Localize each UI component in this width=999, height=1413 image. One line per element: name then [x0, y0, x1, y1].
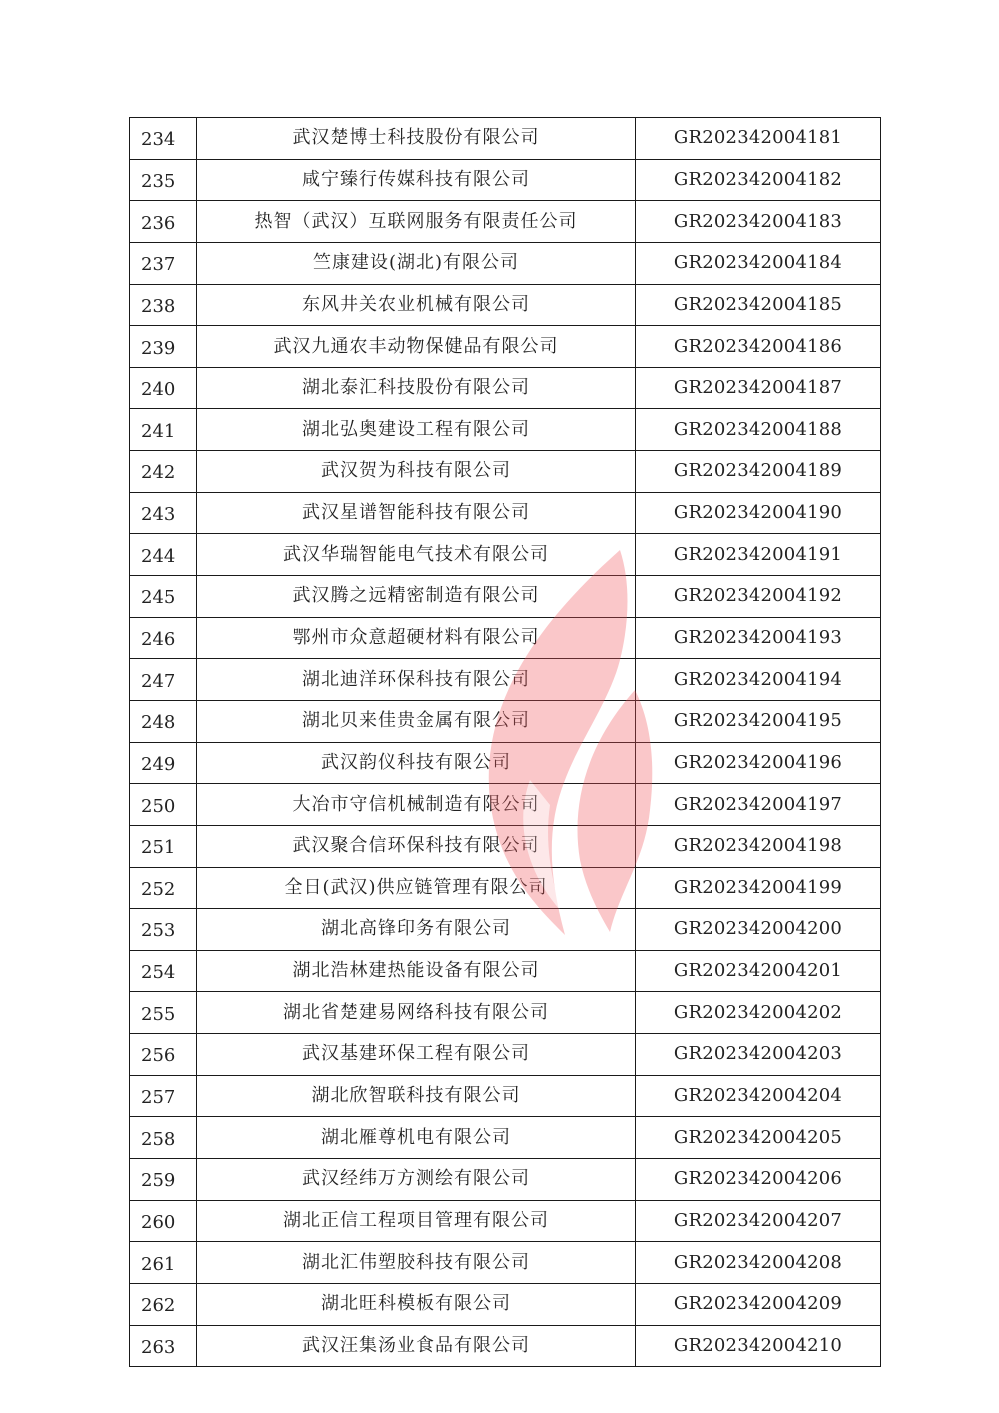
table-row: [130, 492, 881, 534]
row-number: 256: [130, 1034, 197, 1076]
row-number: 241: [130, 409, 197, 451]
company-name-cell: 武汉楚博士科技股份有限公司: [197, 118, 636, 160]
certificate-code-cell: GR202342004203: [636, 1034, 881, 1076]
company-name-cell: 全日(武汉)供应链管理有限公司: [197, 867, 636, 909]
certificate-code-cell: GR202342004185: [636, 284, 881, 326]
table-row: [130, 1034, 881, 1076]
table-row: [130, 1075, 881, 1117]
company-name-cell: 湖北高锋印务有限公司: [197, 909, 636, 951]
table-row: [130, 700, 881, 742]
company-name-cell: 鄂州市众意超硬材料有限公司: [197, 617, 636, 659]
certificate-code-cell: GR202342004183: [636, 201, 881, 243]
certificate-code-cell: GR202342004189: [636, 451, 881, 493]
row-number: 255: [130, 992, 197, 1034]
certificate-code-cell: GR202342004190: [636, 492, 881, 534]
table-row: [130, 1242, 881, 1284]
row-number: 238: [130, 284, 197, 326]
table-row: [130, 326, 881, 368]
company-name-cell: 咸宁臻行传媒科技有限公司: [197, 159, 636, 201]
table-row: [130, 1325, 881, 1367]
row-number: 253: [130, 909, 197, 951]
certificate-code-cell: GR202342004210: [636, 1325, 881, 1367]
company-table: [129, 117, 881, 1367]
company-name-cell: 湖北欣智联科技有限公司: [197, 1075, 636, 1117]
table-row: [130, 534, 881, 576]
row-number: 252: [130, 867, 197, 909]
company-name-cell: 武汉贺为科技有限公司: [197, 451, 636, 493]
certificate-code-cell: GR202342004202: [636, 992, 881, 1034]
row-number: 243: [130, 492, 197, 534]
company-name-cell: 湖北贝来佳贵金属有限公司: [197, 700, 636, 742]
table-body: [130, 118, 881, 1367]
table-row: [130, 659, 881, 701]
table-row: [130, 367, 881, 409]
certificate-code-cell: GR202342004195: [636, 700, 881, 742]
row-number: 248: [130, 700, 197, 742]
company-name-cell: 武汉汪集汤业食品有限公司: [197, 1325, 636, 1367]
table-row: [130, 617, 881, 659]
row-number: 246: [130, 617, 197, 659]
table-row: [130, 409, 881, 451]
row-number: 250: [130, 784, 197, 826]
company-name-cell: 湖北浩林建热能设备有限公司: [197, 950, 636, 992]
company-name-cell: 湖北汇伟塑胶科技有限公司: [197, 1242, 636, 1284]
row-number: 251: [130, 825, 197, 867]
row-number: 235: [130, 159, 197, 201]
certificate-code-cell: GR202342004192: [636, 576, 881, 618]
row-number: 247: [130, 659, 197, 701]
certificate-code-cell: GR202342004206: [636, 1159, 881, 1201]
certificate-code-cell: GR202342004207: [636, 1200, 881, 1242]
table-row: [130, 825, 881, 867]
company-name-cell: 湖北雁尊机电有限公司: [197, 1117, 636, 1159]
certificate-code-cell: GR202342004187: [636, 367, 881, 409]
row-number: 236: [130, 201, 197, 243]
table-row: [130, 242, 881, 284]
company-name-cell: 大冶市守信机械制造有限公司: [197, 784, 636, 826]
table-row: [130, 451, 881, 493]
table-row: [130, 201, 881, 243]
company-name-cell: 湖北正信工程项目管理有限公司: [197, 1200, 636, 1242]
table-row: [130, 1159, 881, 1201]
table-row: [130, 1200, 881, 1242]
table-row: [130, 118, 881, 160]
row-number: 237: [130, 242, 197, 284]
certificate-code-cell: GR202342004208: [636, 1242, 881, 1284]
row-number: 258: [130, 1117, 197, 1159]
row-number: 261: [130, 1242, 197, 1284]
certificate-code-cell: GR202342004201: [636, 950, 881, 992]
company-name-cell: 武汉星谱智能科技有限公司: [197, 492, 636, 534]
company-name-cell: 武汉韵仪科技有限公司: [197, 742, 636, 784]
certificate-code-cell: GR202342004197: [636, 784, 881, 826]
table-row: [130, 784, 881, 826]
row-number: 259: [130, 1159, 197, 1201]
company-name-cell: 湖北泰汇科技股份有限公司: [197, 367, 636, 409]
table-row: [130, 867, 881, 909]
row-number: 257: [130, 1075, 197, 1117]
certificate-code-cell: GR202342004194: [636, 659, 881, 701]
certificate-code-cell: GR202342004188: [636, 409, 881, 451]
certificate-code-cell: GR202342004193: [636, 617, 881, 659]
company-name-cell: 武汉九通农丰动物保健品有限公司: [197, 326, 636, 368]
row-number: 234: [130, 118, 197, 160]
company-name-cell: 武汉经纬万方测绘有限公司: [197, 1159, 636, 1201]
certificate-code-cell: GR202342004182: [636, 159, 881, 201]
certificate-code-cell: GR202342004205: [636, 1117, 881, 1159]
certificate-code-cell: GR202342004204: [636, 1075, 881, 1117]
certificate-code-cell: GR202342004199: [636, 867, 881, 909]
company-name-cell: 武汉聚合信环保科技有限公司: [197, 825, 636, 867]
company-name-cell: 武汉基建环保工程有限公司: [197, 1034, 636, 1076]
row-number: 240: [130, 367, 197, 409]
company-name-cell: 湖北省楚建易网络科技有限公司: [197, 992, 636, 1034]
row-number: 254: [130, 950, 197, 992]
certificate-code-cell: GR202342004200: [636, 909, 881, 951]
table-row: [130, 1283, 881, 1325]
row-number: 263: [130, 1325, 197, 1367]
row-number: 262: [130, 1283, 197, 1325]
table-row: [130, 950, 881, 992]
company-name-cell: 东风井关农业机械有限公司: [197, 284, 636, 326]
table-row: [130, 992, 881, 1034]
company-name-cell: 热智（武汉）互联网服务有限责任公司: [197, 201, 636, 243]
table-row: [130, 576, 881, 618]
company-name-cell: 湖北迪洋环保科技有限公司: [197, 659, 636, 701]
table-row: [130, 159, 881, 201]
certificate-code-cell: GR202342004186: [636, 326, 881, 368]
row-number: 239: [130, 326, 197, 368]
table-row: [130, 742, 881, 784]
row-number: 260: [130, 1200, 197, 1242]
row-number: 244: [130, 534, 197, 576]
row-number: 249: [130, 742, 197, 784]
row-number: 242: [130, 451, 197, 493]
company-name-cell: 湖北旺科模板有限公司: [197, 1283, 636, 1325]
certificate-code-cell: GR202342004191: [636, 534, 881, 576]
certificate-code-cell: GR202342004184: [636, 242, 881, 284]
company-name-cell: 湖北弘奥建设工程有限公司: [197, 409, 636, 451]
company-name-cell: 武汉华瑞智能电气技术有限公司: [197, 534, 636, 576]
certificate-code-cell: GR202342004181: [636, 118, 881, 160]
company-name-cell: 武汉腾之远精密制造有限公司: [197, 576, 636, 618]
company-name-cell: 竺康建设(湖北)有限公司: [197, 242, 636, 284]
table-row: [130, 909, 881, 951]
certificate-code-cell: GR202342004198: [636, 825, 881, 867]
certificate-code-cell: GR202342004196: [636, 742, 881, 784]
certificate-code-cell: GR202342004209: [636, 1283, 881, 1325]
row-number: 245: [130, 576, 197, 618]
table-row: [130, 284, 881, 326]
table-row: [130, 1117, 881, 1159]
